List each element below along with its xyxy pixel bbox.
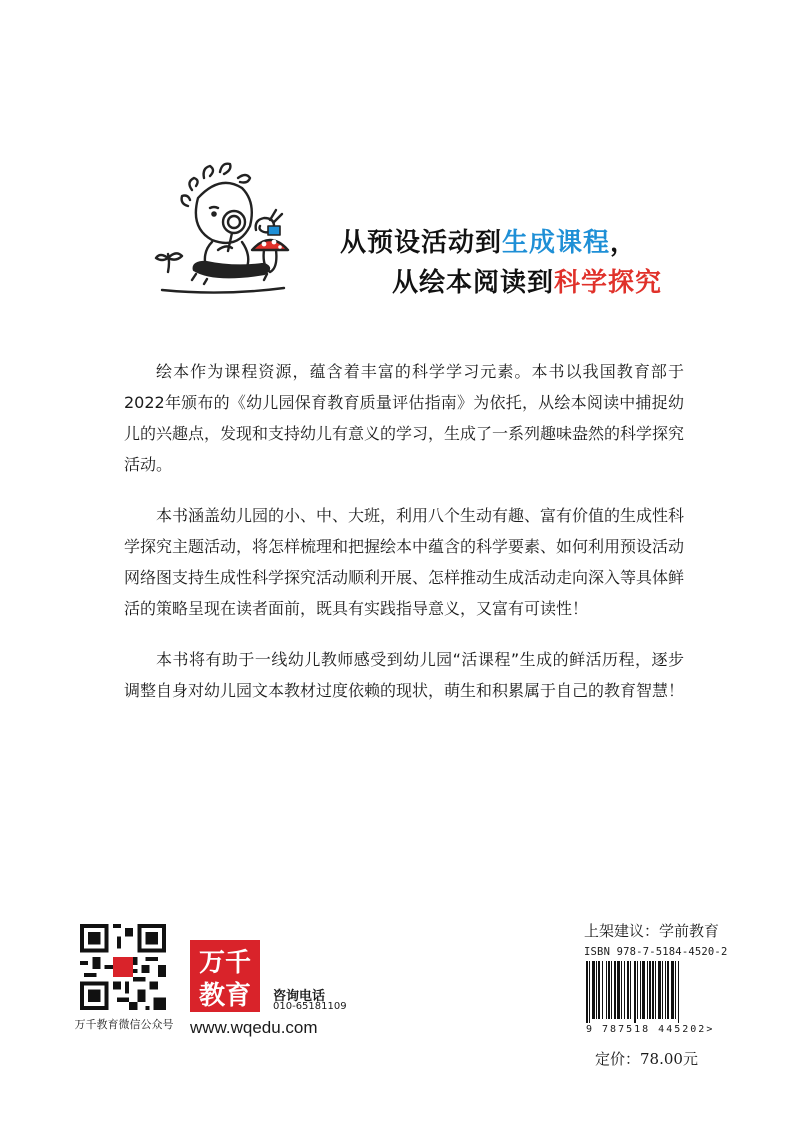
barcode-number: 9 787518 445202 bbox=[586, 1024, 707, 1035]
isbn-text: ISBN 978-7-5184-4520-2 bbox=[584, 946, 728, 958]
isbn-barcode bbox=[584, 961, 716, 1023]
slogan-highlight-science-inquiry: 科学探究 bbox=[554, 268, 663, 298]
website-url[interactable]: www.wqedu.com bbox=[190, 1018, 318, 1037]
hotline-number: 010-65181109 bbox=[273, 1001, 347, 1012]
slogan-line-2-text: 从绘本阅读到 bbox=[392, 268, 555, 298]
barcode-arrow: > bbox=[706, 1024, 715, 1035]
hotline-label: 咨询电话 bbox=[273, 989, 326, 1004]
slogan-comma: ， bbox=[610, 228, 638, 258]
slogan-line-1 bbox=[340, 222, 637, 259]
slogan-highlight-generative-curriculum: 生成课程 bbox=[502, 228, 611, 258]
shelf-suggestion: 上架建议：学前教育 bbox=[584, 922, 720, 940]
price: 定价：78.00元 bbox=[595, 1050, 698, 1068]
qr-caption: 万千教育微信公众号 bbox=[74, 1018, 174, 1031]
child-magnifier-illustration bbox=[152, 150, 312, 300]
description-paragraph-3: 本书将有助于一线幼儿教师感受到幼儿园“活课程”生成的鲜活历程，逐步调整自身对幼儿园文本教材过度依赖的现状，萌生和积累属于自己的教育智慧！ bbox=[124, 650, 685, 700]
book-description bbox=[124, 356, 684, 726]
wanqian-education-logo bbox=[190, 940, 260, 1012]
logo-text-line-2: 教育 bbox=[198, 981, 252, 1011]
qr-code-icon bbox=[80, 924, 166, 1010]
slogan-line-1-text: 从预设活动到 bbox=[340, 228, 503, 258]
description-paragraph-2: 本书涵盖幼儿园的小、中、大班，利用八个生动有趣、富有价值的生成性科学探究主题活动，将怎样梳理和把握绘本中蕴含的科学要素、如何利用预设活动网络图支持生成性科学探究活动顺利开展、怎样推动生成活动走向深入等具体鲜活的策略呈现在读者面前，既具有实践指导意义，又富有可读性！ bbox=[124, 506, 685, 618]
logo-text-line-1: 万千 bbox=[198, 948, 252, 978]
slogan-line-2 bbox=[392, 262, 662, 299]
description-paragraph-1: 绘本作为课程资源，蕴含着丰富的科学学习元素。本书以我国教育部于2022年颁布的《幼儿园保育教育质量评估指南》为依托，从绘本阅读中捕捉幼儿的兴趣点，发现和支持幼儿有意义的学习，生成了一系列趣味盎然的科学探究活动。 bbox=[124, 362, 685, 474]
barcode-digits bbox=[586, 1024, 714, 1035]
logo-background bbox=[190, 940, 260, 1012]
